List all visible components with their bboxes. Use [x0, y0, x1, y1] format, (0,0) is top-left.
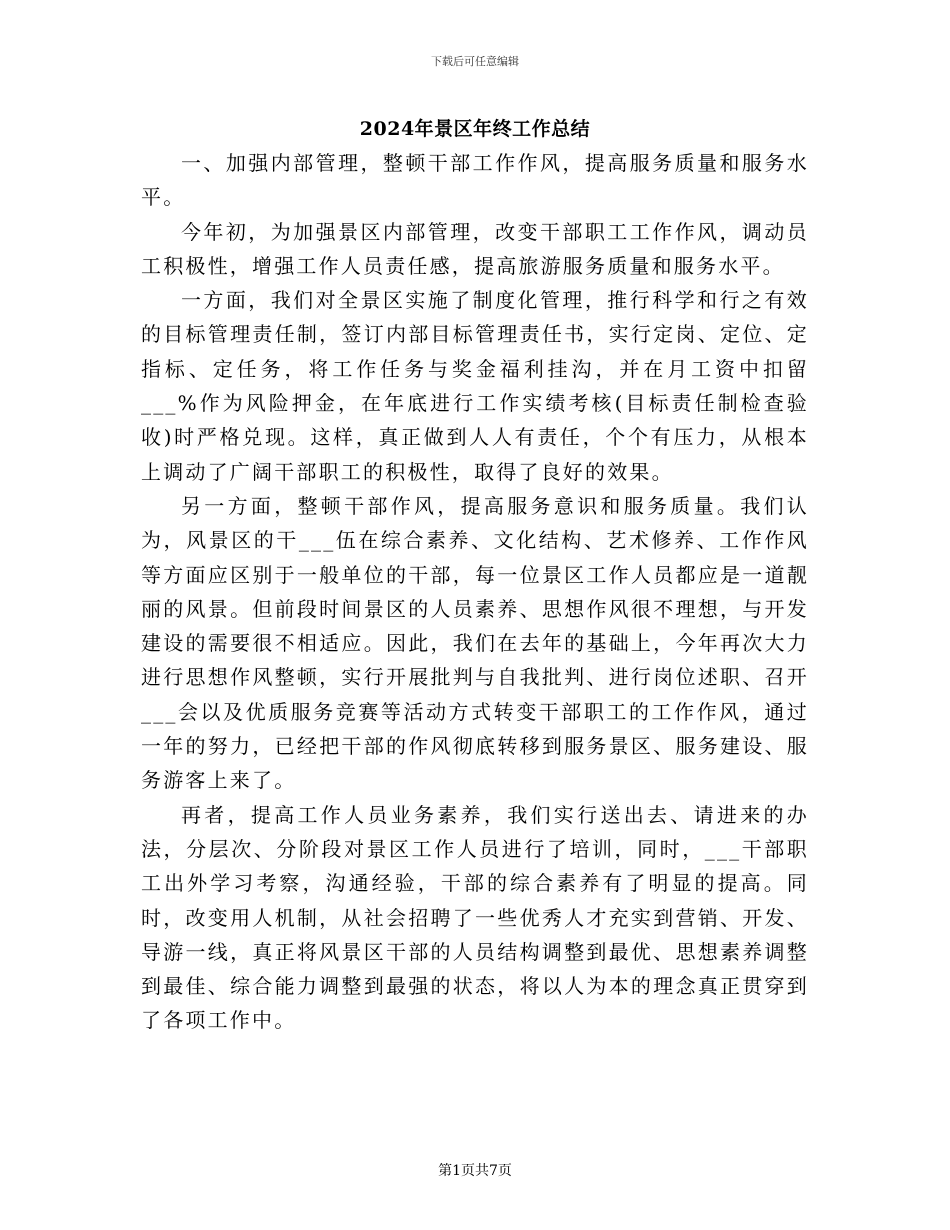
paragraph: 一、加强内部管理，整顿干部工作作风，提高服务质量和服务水平。	[141, 151, 809, 210]
page-footer: 第1页共7页	[438, 1163, 512, 1179]
document-title: 2024年景区年终工作总结	[359, 118, 591, 140]
header-note: 下载后可任意编辑	[431, 55, 519, 68]
paragraph: 另一方面，整顿干部作风，提高服务意识和服务质量。我们认为，风景区的干___伍在综合素养、文化结构、艺术修养、工作作风等方面应区别于一般单位的干部，每一位景区工作人员都应是一道靓丽的风景。但前段时间景区的人员素养、思想作风很不理想，与开发建设的需要很不相适应。因此，我们在去年的基础上，今年再次大力进行思想作风整顿，实行开展批判与自我批判、进行岗位述职、召开___会以及优质服务竞赛等活动方式转变干部职工的工作作风，通过一年的努力，已经把干部的作风彻底转移到服务景区、服务建设、服务游客上来了。	[141, 493, 809, 793]
paragraph: 再者，提高工作人员业务素养，我们实行送出去、请进来的办法，分层次、分阶段对景区工作人员进行了培训，同时，___干部职工出外学习考察，沟通经验，干部的综合素养有了明显的提高。同时，改变用人机制，从社会招聘了一些优秀人才充实到营销、开发、导游一线，真正将风景区干部的人员结构调整到最优、思想素养调整到最佳、综合能力调整到最强的状态，将以人为本的理念真正贯穿到了各项工作中。	[141, 802, 809, 1033]
paragraph: 今年初，为加强景区内部管理，改变干部职工工作作风，调动员工积极性，增强工作人员责任感，提高旅游服务质量和服务水平。	[141, 219, 809, 278]
document-body	[141, 146, 809, 1038]
paragraph: 一方面，我们对全景区实施了制度化管理，推行科学和行之有效的目标管理责任制，签订内部目标管理责任书，实行定岗、定位、定指标、定任务，将工作任务与奖金福利挂沟，并在月工资中扣留___%作为风险押金，在年底进行工作实绩考核(目标责任制检查验收)时严格兑现。这样，真正做到人人有责任，个个有压力，从根本上调动了广阔干部职工的积极性，取得了良好的效果。	[141, 288, 809, 484]
